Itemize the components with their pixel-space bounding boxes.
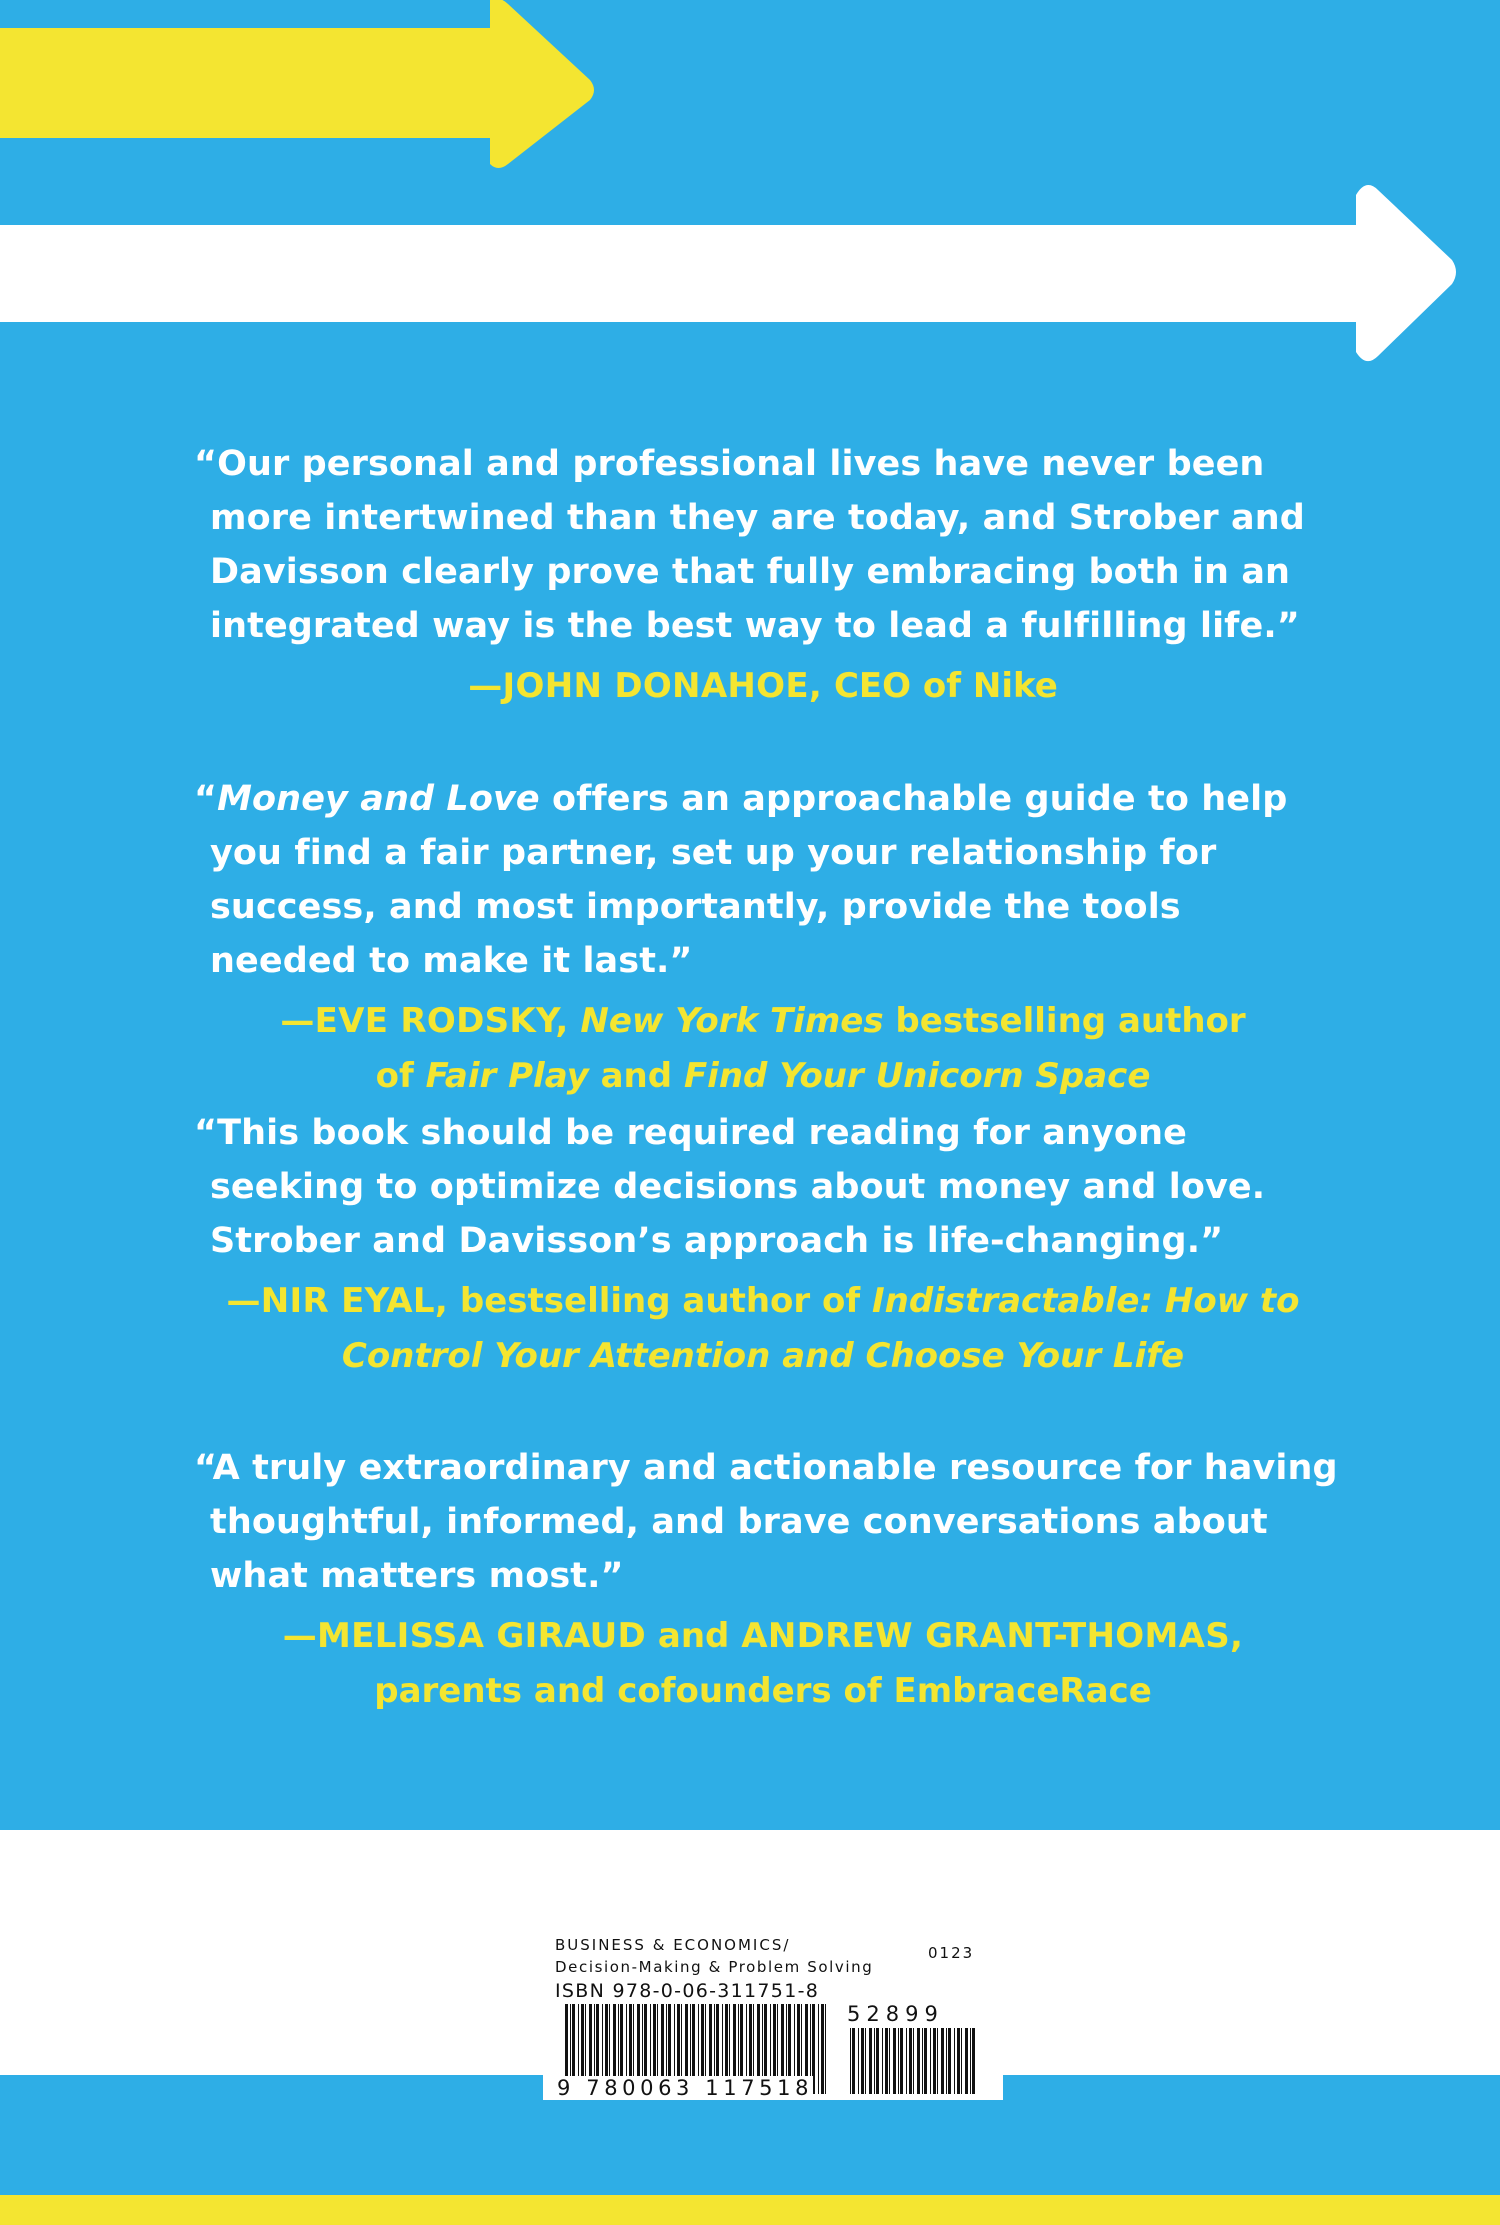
category-code: 0123 xyxy=(928,1944,975,1962)
price-barcode-icon xyxy=(848,2028,978,2094)
barcode-bar xyxy=(946,2028,947,2094)
yellow-edge xyxy=(0,2195,1500,2225)
barcode-bar xyxy=(825,2004,826,2094)
barcode-bar xyxy=(954,2028,955,2094)
barcode-bar xyxy=(970,2028,971,2094)
blurb-quote: “A truly extraordinary and actionable resource for having thoughtful, informed, and brave conversations about what matters most.” xyxy=(194,1448,1338,1596)
blurb-rodsky xyxy=(188,772,1338,1104)
blurb-quote: “Our personal and professional lives have never been more intertwined than they are today, and Strober and Davisson clearly prove that fully embracing both in an integrated way is the best way to lead a fulfilling life.” xyxy=(194,444,1305,646)
blurb-role-of: of xyxy=(375,1056,426,1096)
barcode-bar xyxy=(858,2028,859,2094)
blurb-author: ANDREW GRANT-THOMAS, xyxy=(741,1616,1244,1656)
barcode-bar xyxy=(865,2028,866,2094)
isbn: ISBN 978-0-06-311751-8 xyxy=(555,1980,820,2002)
barcode-block xyxy=(543,1930,1003,2100)
book-title: Indistractable: How to Control Your Attention and Choose Your Life xyxy=(341,1281,1300,1376)
blurb-attribution xyxy=(188,659,1338,714)
barcode-bar xyxy=(961,2028,962,2094)
barcode-bar xyxy=(948,2028,951,2094)
blurb-author: —NIR EYAL, xyxy=(226,1281,449,1321)
barcode-bar xyxy=(900,2028,903,2094)
barcode-bar xyxy=(933,2028,936,2094)
ean-digits: 9 780063 117518 xyxy=(557,2076,814,2100)
blurb-donahoe xyxy=(188,437,1338,714)
barcode-bar xyxy=(972,2028,975,2094)
blurb-quote xyxy=(188,772,1338,988)
barcode-bar xyxy=(913,2028,914,2094)
barcode-bar xyxy=(893,2028,896,2094)
book-title: Money and Love xyxy=(217,779,540,819)
barcode-bar xyxy=(889,2028,890,2094)
blurb-author: —EVE RODSKY, xyxy=(280,1001,569,1041)
barcode-bar xyxy=(941,2028,944,2094)
conjunction: and xyxy=(646,1616,742,1656)
barcode-bar xyxy=(965,2028,968,2094)
book-title: Find Your Unicorn Space xyxy=(683,1056,1151,1096)
barcode-bar xyxy=(957,2028,960,2094)
white-arrow-icon xyxy=(0,0,1500,380)
blurb-attribution xyxy=(188,1274,1338,1384)
barcode-bar xyxy=(869,2028,872,2094)
blurb-eyal xyxy=(188,1106,1338,1384)
category-line-2: Decision-Making & Problem Solving xyxy=(555,1958,874,1976)
barcode-bar xyxy=(885,2028,888,2094)
barcode-bar xyxy=(861,2028,864,2094)
barcode-bar xyxy=(924,2028,927,2094)
blurb-attribution xyxy=(188,994,1338,1104)
blurb-attribution xyxy=(188,1609,1338,1719)
barcode-bar xyxy=(906,2028,907,2094)
quote-text: offers an approachable guide to help you find a fair partner, set up your relationship for success, and most importantly, provide the tools needed to make it last.” xyxy=(210,779,1288,981)
barcode-bar xyxy=(898,2028,899,2094)
publication: New York Times xyxy=(580,1001,884,1041)
barcode-bar xyxy=(917,2028,920,2094)
barcode-bar xyxy=(937,2028,938,2094)
blurb-giraud-grant-thomas xyxy=(188,1441,1338,1719)
category-line-1: BUSINESS & ECONOMICS/ xyxy=(555,1936,791,1954)
barcode-bar xyxy=(882,2028,883,2094)
conjunction: and xyxy=(588,1056,684,1096)
price-code: 52899 xyxy=(847,2002,944,2026)
blurb-role: parents and cofounders of EmbraceRace xyxy=(374,1671,1152,1711)
barcode-bar xyxy=(818,2004,819,2094)
barcode-bar xyxy=(850,2028,851,2094)
barcode-bar xyxy=(930,2028,931,2094)
blurb-quote: “This book should be required reading for anyone seeking to optimize decisions about money and love. Strober and Davisson’s approach is life-changing.” xyxy=(194,1113,1266,1261)
blurb-role: bestselling author xyxy=(883,1001,1246,1041)
barcode-bar xyxy=(874,2028,875,2094)
barcode-bar xyxy=(876,2028,879,2094)
barcode-bar xyxy=(852,2028,855,2094)
blurb-author: —JOHN DONAHOE, xyxy=(468,666,823,706)
blurb-author: —MELISSA GIRAUD xyxy=(282,1616,647,1656)
barcode-bar xyxy=(821,2004,824,2094)
quote-mark: “ xyxy=(194,779,218,819)
blurb-role: bestselling author of xyxy=(448,1281,872,1321)
barcode-bar xyxy=(922,2028,923,2094)
barcode-bar xyxy=(909,2028,912,2094)
book-title: Fair Play xyxy=(425,1056,589,1096)
blurb-role: CEO of Nike xyxy=(833,666,1058,706)
